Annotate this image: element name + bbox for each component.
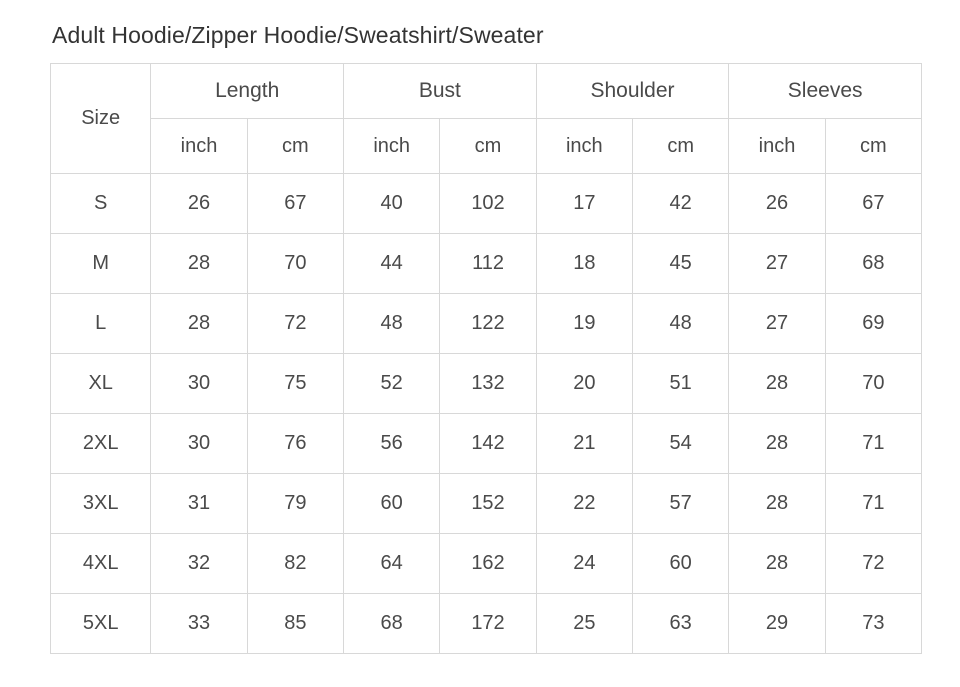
cell-sleeves-cm: 71 — [825, 414, 921, 474]
unit-header-shoulder-inch: inch — [536, 119, 632, 174]
table-header-row-groups — [51, 64, 922, 119]
table-body — [51, 174, 922, 654]
column-header-bust: Bust — [344, 64, 537, 119]
cell-shoulder-cm: 51 — [633, 354, 729, 414]
cell-bust-cm: 132 — [440, 354, 536, 414]
cell-bust-cm: 112 — [440, 234, 536, 294]
cell-shoulder-inch: 22 — [536, 474, 632, 534]
cell-shoulder-cm: 45 — [633, 234, 729, 294]
cell-length-inch: 30 — [151, 414, 247, 474]
table-row — [51, 294, 922, 354]
cell-length-cm: 67 — [247, 174, 343, 234]
table-head — [51, 64, 922, 174]
cell-length-inch: 33 — [151, 594, 247, 654]
cell-sleeves-inch: 28 — [729, 354, 825, 414]
table-header-row-units — [51, 119, 922, 174]
table-row — [51, 234, 922, 294]
cell-length-cm: 70 — [247, 234, 343, 294]
cell-length-inch: 26 — [151, 174, 247, 234]
cell-shoulder-cm: 48 — [633, 294, 729, 354]
cell-bust-inch: 48 — [344, 294, 440, 354]
table-row — [51, 354, 922, 414]
row-size-label: M — [51, 234, 151, 294]
cell-length-cm: 75 — [247, 354, 343, 414]
cell-sleeves-inch: 27 — [729, 294, 825, 354]
cell-sleeves-inch: 28 — [729, 474, 825, 534]
cell-bust-inch: 60 — [344, 474, 440, 534]
cell-length-cm: 76 — [247, 414, 343, 474]
cell-bust-cm: 152 — [440, 474, 536, 534]
cell-sleeves-cm: 70 — [825, 354, 921, 414]
row-size-label: 3XL — [51, 474, 151, 534]
cell-sleeves-cm: 72 — [825, 534, 921, 594]
cell-sleeves-cm: 73 — [825, 594, 921, 654]
cell-length-cm: 72 — [247, 294, 343, 354]
cell-shoulder-inch: 19 — [536, 294, 632, 354]
table-row — [51, 474, 922, 534]
content-area — [50, 22, 930, 654]
cell-sleeves-inch: 28 — [729, 534, 825, 594]
cell-shoulder-cm: 42 — [633, 174, 729, 234]
cell-shoulder-inch: 17 — [536, 174, 632, 234]
cell-bust-cm: 102 — [440, 174, 536, 234]
cell-bust-inch: 44 — [344, 234, 440, 294]
cell-length-cm: 79 — [247, 474, 343, 534]
row-size-label: 2XL — [51, 414, 151, 474]
size-chart-table — [50, 63, 922, 654]
cell-sleeves-inch: 27 — [729, 234, 825, 294]
table-row — [51, 414, 922, 474]
cell-bust-cm: 172 — [440, 594, 536, 654]
unit-header-sleeves-cm: cm — [825, 119, 921, 174]
cell-length-cm: 85 — [247, 594, 343, 654]
cell-length-inch: 28 — [151, 234, 247, 294]
unit-header-bust-cm: cm — [440, 119, 536, 174]
unit-header-length-inch: inch — [151, 119, 247, 174]
cell-bust-inch: 40 — [344, 174, 440, 234]
cell-sleeves-cm: 67 — [825, 174, 921, 234]
column-header-length: Length — [151, 64, 344, 119]
cell-shoulder-inch: 21 — [536, 414, 632, 474]
unit-header-shoulder-cm: cm — [633, 119, 729, 174]
cell-sleeves-cm: 69 — [825, 294, 921, 354]
cell-length-cm: 82 — [247, 534, 343, 594]
row-size-label: S — [51, 174, 151, 234]
row-size-label: 5XL — [51, 594, 151, 654]
cell-bust-cm: 122 — [440, 294, 536, 354]
unit-header-length-cm: cm — [247, 119, 343, 174]
cell-sleeves-inch: 28 — [729, 414, 825, 474]
table-row — [51, 534, 922, 594]
cell-bust-cm: 142 — [440, 414, 536, 474]
cell-sleeves-cm: 71 — [825, 474, 921, 534]
column-header-sleeves: Sleeves — [729, 64, 922, 119]
cell-shoulder-inch: 20 — [536, 354, 632, 414]
cell-bust-inch: 52 — [344, 354, 440, 414]
page-left-margin — [0, 0, 12, 687]
cell-shoulder-inch: 24 — [536, 534, 632, 594]
cell-bust-cm: 162 — [440, 534, 536, 594]
unit-header-sleeves-inch: inch — [729, 119, 825, 174]
column-header-shoulder: Shoulder — [536, 64, 729, 119]
row-size-label: XL — [51, 354, 151, 414]
table-row — [51, 174, 922, 234]
unit-header-bust-inch: inch — [344, 119, 440, 174]
cell-shoulder-cm: 54 — [633, 414, 729, 474]
cell-sleeves-inch: 26 — [729, 174, 825, 234]
cell-sleeves-cm: 68 — [825, 234, 921, 294]
page-right-margin — [944, 0, 960, 687]
page-title: Adult Hoodie/Zipper Hoodie/Sweatshirt/Sweater — [52, 22, 544, 48]
cell-length-inch: 30 — [151, 354, 247, 414]
cell-shoulder-inch: 18 — [536, 234, 632, 294]
row-size-label: 4XL — [51, 534, 151, 594]
cell-shoulder-cm: 57 — [633, 474, 729, 534]
cell-bust-inch: 64 — [344, 534, 440, 594]
cell-length-inch: 32 — [151, 534, 247, 594]
cell-shoulder-cm: 63 — [633, 594, 729, 654]
cell-shoulder-inch: 25 — [536, 594, 632, 654]
cell-length-inch: 31 — [151, 474, 247, 534]
table-row — [51, 594, 922, 654]
cell-length-inch: 28 — [151, 294, 247, 354]
cell-bust-inch: 56 — [344, 414, 440, 474]
column-header-size: Size — [51, 64, 151, 174]
row-size-label: L — [51, 294, 151, 354]
cell-shoulder-cm: 60 — [633, 534, 729, 594]
cell-bust-inch: 68 — [344, 594, 440, 654]
cell-sleeves-inch: 29 — [729, 594, 825, 654]
